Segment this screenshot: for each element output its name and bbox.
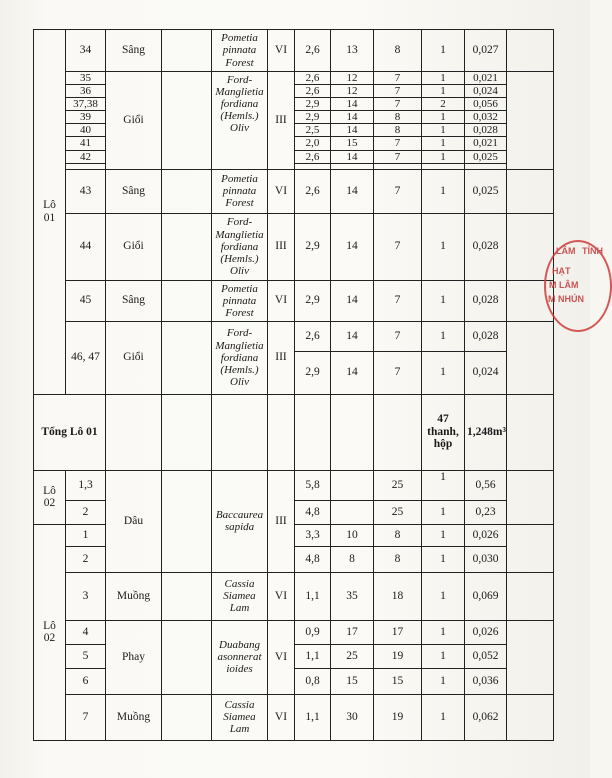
wood-group: VI — [268, 572, 295, 620]
width: 7 — [374, 137, 422, 150]
table-row — [34, 694, 554, 740]
stamp-text: M NHÚN — [548, 294, 584, 304]
scientific-name: Cassia Siamea Lam — [212, 694, 268, 740]
height: 13 — [331, 30, 374, 72]
empty-cell — [162, 394, 212, 470]
species-name: Sâng — [106, 169, 162, 213]
volume: 0,025 — [465, 169, 507, 213]
empty-cell — [507, 321, 554, 394]
diameter: 2,9 — [295, 280, 331, 321]
volume: 0,052 — [465, 644, 507, 668]
quantity: 1 — [422, 620, 465, 644]
volume: 0,026 — [465, 620, 507, 644]
diameter: 2,6 — [295, 321, 331, 351]
volume: 0,028 — [465, 280, 507, 321]
empty-cell — [162, 213, 212, 280]
width: 8 — [374, 546, 422, 572]
species-name: Phay — [106, 620, 162, 694]
tree-number: 44 — [66, 213, 106, 280]
height: 10 — [331, 524, 374, 546]
species-name: Dâu — [106, 470, 162, 572]
scientific-name: Baccaurea sapida — [212, 470, 268, 572]
tree-number: 42 — [66, 150, 106, 163]
wood-group: III — [268, 72, 295, 170]
width: 7 — [374, 280, 422, 321]
diameter: 2,6 — [295, 85, 331, 98]
volume: 0,032 — [465, 111, 507, 124]
species-name: Muồng — [106, 694, 162, 740]
table-row — [34, 169, 554, 213]
tree-number: 5 — [66, 644, 106, 668]
empty-cell — [507, 572, 554, 620]
quantity: 1 — [422, 470, 465, 500]
diameter: 1,1 — [295, 572, 331, 620]
quantity: 2 — [422, 98, 465, 111]
empty-cell — [507, 72, 554, 170]
scientific-name: Ford-Manglietia fordiana (Hemls.) Oliv — [212, 213, 268, 280]
diameter: 2,6 — [295, 150, 331, 163]
stamp-text: HẠT — [552, 266, 571, 276]
volume: 0,030 — [465, 546, 507, 572]
height: 25 — [331, 644, 374, 668]
table-row — [34, 72, 554, 85]
scientific-name: Ford-Manglietia fordiana (Hemls.) Oliv — [212, 72, 268, 170]
empty-cell — [162, 72, 212, 170]
height: 17 — [331, 620, 374, 644]
diameter: 5,8 — [295, 470, 331, 500]
quantity: 1 — [422, 137, 465, 150]
height — [331, 470, 374, 500]
height: 12 — [331, 85, 374, 98]
tree-number: 35 — [66, 72, 106, 85]
width: 7 — [374, 351, 422, 394]
width: 7 — [374, 85, 422, 98]
empty-cell — [507, 394, 554, 470]
width: 7 — [374, 150, 422, 163]
volume: 0,069 — [465, 572, 507, 620]
volume: 0,062 — [465, 694, 507, 740]
scientific-name: Cassia Siamea Lam — [212, 572, 268, 620]
wood-group: III — [268, 321, 295, 394]
volume: 0,028 — [465, 213, 507, 280]
tree-number: 6 — [66, 668, 106, 694]
quantity: 1 — [422, 500, 465, 524]
quantity: 1 — [422, 572, 465, 620]
diameter: 2,9 — [295, 213, 331, 280]
quantity: 1 — [422, 694, 465, 740]
empty-cell — [331, 394, 374, 470]
quantity: 1 — [422, 124, 465, 137]
tree-number: 37,38 — [66, 98, 106, 111]
total-row — [34, 394, 554, 470]
species-name: Giổi — [106, 213, 162, 280]
diameter: 2,9 — [295, 98, 331, 111]
height: 14 — [331, 150, 374, 163]
volume: 0,021 — [465, 137, 507, 150]
wood-group: VI — [268, 169, 295, 213]
empty-cell — [507, 524, 554, 572]
wood-group: VI — [268, 30, 295, 72]
volume: 0,028 — [465, 321, 507, 351]
height: 14 — [331, 98, 374, 111]
tree-number: 36 — [66, 85, 106, 98]
empty-cell — [162, 694, 212, 740]
tree-number: 4 — [66, 620, 106, 644]
lot-cell: Lô 02 — [34, 470, 66, 524]
empty-cell — [212, 394, 268, 470]
quantity: 1 — [422, 668, 465, 694]
empty-cell — [162, 470, 212, 572]
width: 15 — [374, 668, 422, 694]
width: 25 — [374, 470, 422, 500]
scientific-name: Pometia pinnata Forest — [212, 30, 268, 72]
stamp-text: LÂM — [556, 246, 576, 256]
quantity: 1 — [422, 30, 465, 72]
height — [331, 500, 374, 524]
tree-number: 34 — [66, 30, 106, 72]
height: 14 — [331, 213, 374, 280]
empty-cell — [162, 280, 212, 321]
width: 7 — [374, 98, 422, 111]
height: 14 — [331, 124, 374, 137]
volume: 0,036 — [465, 668, 507, 694]
width: 8 — [374, 524, 422, 546]
empty-cell — [507, 470, 554, 524]
quantity: 1 — [422, 644, 465, 668]
diameter: 1,1 — [295, 694, 331, 740]
lot-cell: Lô 02 — [34, 524, 66, 740]
height: 14 — [331, 169, 374, 213]
table-row — [34, 213, 554, 280]
diameter: 3,3 — [295, 524, 331, 546]
wood-group: III — [268, 213, 295, 280]
volume: 0,028 — [465, 124, 507, 137]
quantity: 1 — [422, 524, 465, 546]
empty-cell — [162, 30, 212, 72]
diameter: 2,5 — [295, 124, 331, 137]
official-stamp — [544, 240, 612, 332]
height: 8 — [331, 546, 374, 572]
width: 7 — [374, 321, 422, 351]
height: 14 — [331, 111, 374, 124]
width: 8 — [374, 124, 422, 137]
species-name: Sâng — [106, 30, 162, 72]
empty-cell — [374, 394, 422, 470]
table-row — [34, 620, 554, 644]
tree-number: 1,3 — [66, 470, 106, 500]
wood-group: VI — [268, 620, 295, 694]
wood-group: VI — [268, 280, 295, 321]
quantity: 1 — [422, 213, 465, 280]
width: 7 — [374, 72, 422, 85]
empty-cell — [507, 620, 554, 694]
tree-number: 7 — [66, 694, 106, 740]
volume: 0,027 — [465, 30, 507, 72]
table-row — [34, 572, 554, 620]
height: 15 — [331, 137, 374, 150]
table-row — [34, 30, 554, 72]
wood-group: VI — [268, 694, 295, 740]
tree-number: 43 — [66, 169, 106, 213]
diameter: 2,6 — [295, 72, 331, 85]
total-volume: 1,248m³ — [465, 394, 507, 470]
width: 25 — [374, 500, 422, 524]
width: 18 — [374, 572, 422, 620]
tree-number: 3 — [66, 572, 106, 620]
diameter: 2,0 — [295, 137, 331, 150]
width: 17 — [374, 620, 422, 644]
scientific-name: Ford-Manglietia fordiana (Hemls.) Oliv — [212, 321, 268, 394]
tree-number: 41 — [66, 137, 106, 150]
quantity: 1 — [422, 280, 465, 321]
diameter: 0,9 — [295, 620, 331, 644]
width: 8 — [374, 111, 422, 124]
empty-cell — [106, 394, 162, 470]
empty-cell — [507, 694, 554, 740]
width: 8 — [374, 30, 422, 72]
scientific-name: Duabang asonnerat ioides — [212, 620, 268, 694]
diameter: 2,6 — [295, 30, 331, 72]
volume: 0,024 — [465, 351, 507, 394]
volume: 0,026 — [465, 524, 507, 546]
wood-group: III — [268, 470, 295, 572]
diameter: 0,8 — [295, 668, 331, 694]
quantity: 1 — [422, 111, 465, 124]
width: 7 — [374, 213, 422, 280]
quantity: 1 — [422, 150, 465, 163]
empty-cell — [295, 394, 331, 470]
table-row — [34, 470, 554, 500]
diameter: 4,8 — [295, 546, 331, 572]
tree-number: 46, 47 — [66, 321, 106, 394]
tree-number: 1 — [66, 524, 106, 546]
height: 15 — [331, 668, 374, 694]
quantity: 1 — [422, 351, 465, 394]
empty-cell — [162, 169, 212, 213]
width: 19 — [374, 644, 422, 668]
empty-cell — [162, 620, 212, 694]
species-name: Giổi — [106, 72, 162, 170]
lot-cell: Lô 01 — [34, 30, 66, 395]
width: 19 — [374, 694, 422, 740]
volume: 0,56 — [465, 470, 507, 500]
quantity: 1 — [422, 85, 465, 98]
quantity: 1 — [422, 72, 465, 85]
volume: 0,021 — [465, 72, 507, 85]
tree-number: 45 — [66, 280, 106, 321]
species-name: Giổi — [106, 321, 162, 394]
table-row — [34, 280, 554, 321]
total-quantity: 47 thanh, hộp — [422, 394, 465, 470]
volume: 0,025 — [465, 150, 507, 163]
scientific-name: Pometia pinnata Forest — [212, 280, 268, 321]
volume: 0,056 — [465, 98, 507, 111]
stamp-text: M LÂM — [549, 280, 579, 290]
tree-number: 40 — [66, 124, 106, 137]
volume: 0,23 — [465, 500, 507, 524]
diameter: 2,6 — [295, 169, 331, 213]
empty-cell — [162, 572, 212, 620]
volume: 0,024 — [465, 85, 507, 98]
height: 14 — [331, 321, 374, 351]
quantity: 1 — [422, 546, 465, 572]
width: 7 — [374, 169, 422, 213]
quantity: 1 — [422, 321, 465, 351]
diameter: 2,9 — [295, 111, 331, 124]
empty-cell — [268, 394, 295, 470]
stamp-text: TỈNH — [582, 246, 603, 256]
height: 12 — [331, 72, 374, 85]
diameter: 2,9 — [295, 351, 331, 394]
quantity: 1 — [422, 169, 465, 213]
species-name: Sâng — [106, 280, 162, 321]
empty-cell — [507, 30, 554, 72]
height: 35 — [331, 572, 374, 620]
empty-cell — [507, 169, 554, 213]
tree-number: 39 — [66, 111, 106, 124]
tree-number: 2 — [66, 500, 106, 524]
species-name: Muồng — [106, 572, 162, 620]
height: 14 — [331, 351, 374, 394]
diameter: 1,1 — [295, 644, 331, 668]
scientific-name: Pometia pinnata Forest — [212, 169, 268, 213]
table-row — [34, 321, 554, 351]
total-label: Tổng Lô 01 — [34, 394, 106, 470]
diameter: 4,8 — [295, 500, 331, 524]
tree-number: 2 — [66, 546, 106, 572]
height: 14 — [331, 280, 374, 321]
timber-inventory-table — [33, 29, 554, 741]
empty-cell — [162, 321, 212, 394]
height: 30 — [331, 694, 374, 740]
